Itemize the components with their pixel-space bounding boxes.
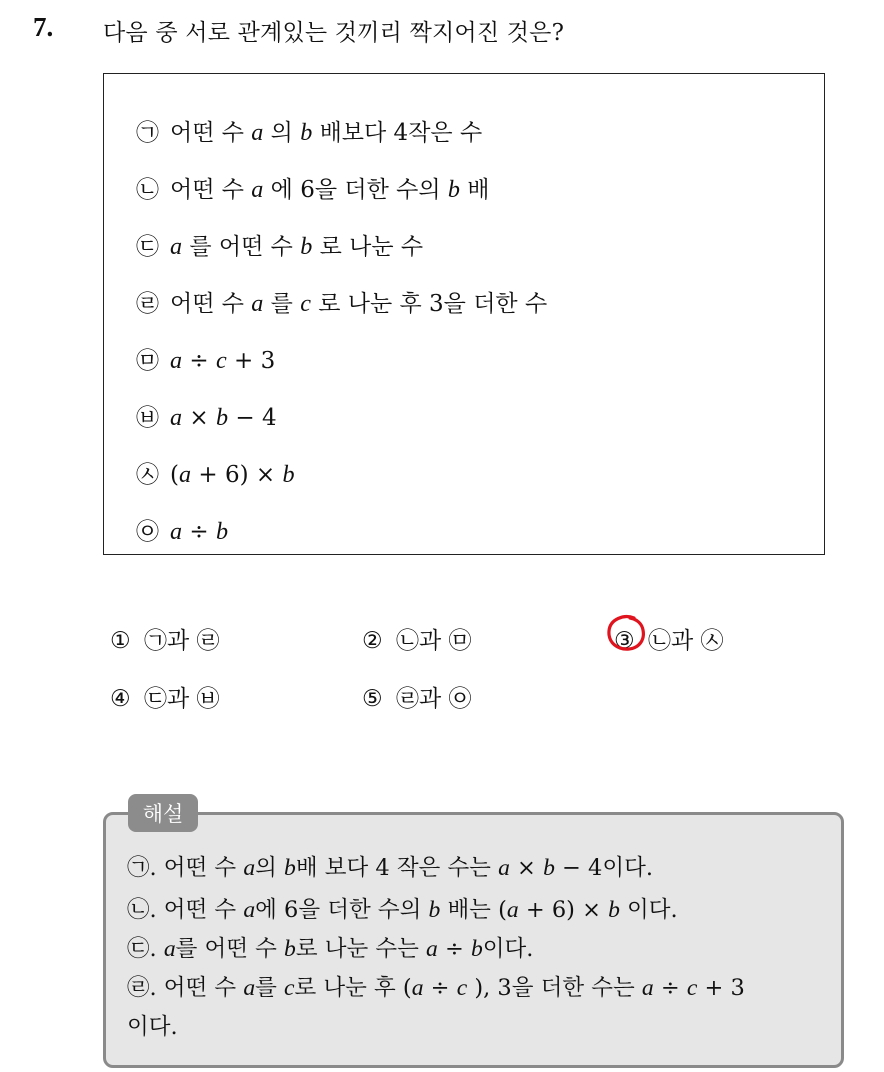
answer-circle-mark bbox=[604, 613, 648, 653]
choice-text: ㉣과 ㉧ bbox=[396, 686, 472, 712]
choice-number: ① bbox=[110, 628, 131, 654]
choice-number: ③ bbox=[614, 628, 635, 654]
item-mark: ㉣ bbox=[136, 291, 159, 317]
box-item bbox=[136, 228, 423, 261]
choice-2[interactable] bbox=[362, 622, 472, 655]
question-number: 7. bbox=[33, 12, 54, 42]
choice-text: ㉡과 ㉦ bbox=[648, 628, 724, 654]
box-item bbox=[136, 285, 547, 318]
choice-text: ㉢과 ㉥ bbox=[144, 686, 220, 712]
explanation-line: ㉣. 어떤 수 a를 c로 나눈 후 (a ÷ c ), 3을 더한 수는 a ÷ c + 3 bbox=[127, 975, 745, 1001]
item-mark: ㉤ bbox=[136, 348, 159, 374]
explanation-line: ㉡. 어떤 수 a에 6을 더한 수의 b 배는 (a + 6) × b 이다. bbox=[127, 897, 678, 923]
box-item bbox=[136, 114, 482, 147]
condition-box bbox=[103, 73, 825, 555]
box-item bbox=[136, 342, 275, 375]
item-text: 어떤 수 a 에 6을 더한 수의 b 배 bbox=[170, 176, 490, 203]
choice-number: ④ bbox=[110, 686, 131, 712]
choice-1[interactable] bbox=[110, 622, 220, 655]
box-item bbox=[136, 456, 295, 489]
explanation-tag: 해설 bbox=[128, 794, 198, 832]
item-mark: ㉦ bbox=[136, 462, 159, 488]
box-item bbox=[136, 171, 489, 204]
item-text: a 를 어떤 수 b 로 나눈 수 bbox=[170, 233, 424, 260]
item-text: a × b − 4 bbox=[170, 404, 277, 431]
box-item bbox=[136, 513, 228, 546]
choice-text: ㉠과 ㉣ bbox=[144, 628, 220, 654]
question-text: 다음 중 서로 관계있는 것끼리 짝지어진 것은? bbox=[103, 20, 565, 46]
item-mark: ㉧ bbox=[136, 519, 159, 545]
item-text: (a + 6) × b bbox=[170, 461, 295, 488]
item-mark: ㉡ bbox=[136, 177, 159, 203]
explanation-line: 이다. bbox=[127, 1014, 178, 1040]
choice-number: ⑤ bbox=[362, 686, 383, 712]
item-text: a ÷ b bbox=[170, 518, 229, 545]
item-mark: ㉥ bbox=[136, 405, 159, 431]
choice-4[interactable] bbox=[110, 680, 220, 713]
explanation-line: ㉢. a를 어떤 수 b로 나눈 수는 a ÷ b이다. bbox=[127, 936, 534, 962]
choice-text: ㉡과 ㉤ bbox=[396, 628, 472, 654]
item-text: 어떤 수 a 의 b 배보다 4작은 수 bbox=[170, 119, 483, 146]
choice-5[interactable] bbox=[362, 680, 472, 713]
item-text: 어떤 수 a 를 c 로 나눈 후 3을 더한 수 bbox=[170, 290, 548, 317]
box-item bbox=[136, 399, 277, 432]
item-mark: ㉢ bbox=[136, 234, 159, 260]
explanation-line: ㉠. 어떤 수 a의 b배 보다 4 작은 수는 a × b − 4이다. bbox=[127, 855, 653, 881]
item-text: a ÷ c + 3 bbox=[170, 347, 276, 374]
choice-number: ② bbox=[362, 628, 383, 654]
item-mark: ㉠ bbox=[136, 120, 159, 146]
